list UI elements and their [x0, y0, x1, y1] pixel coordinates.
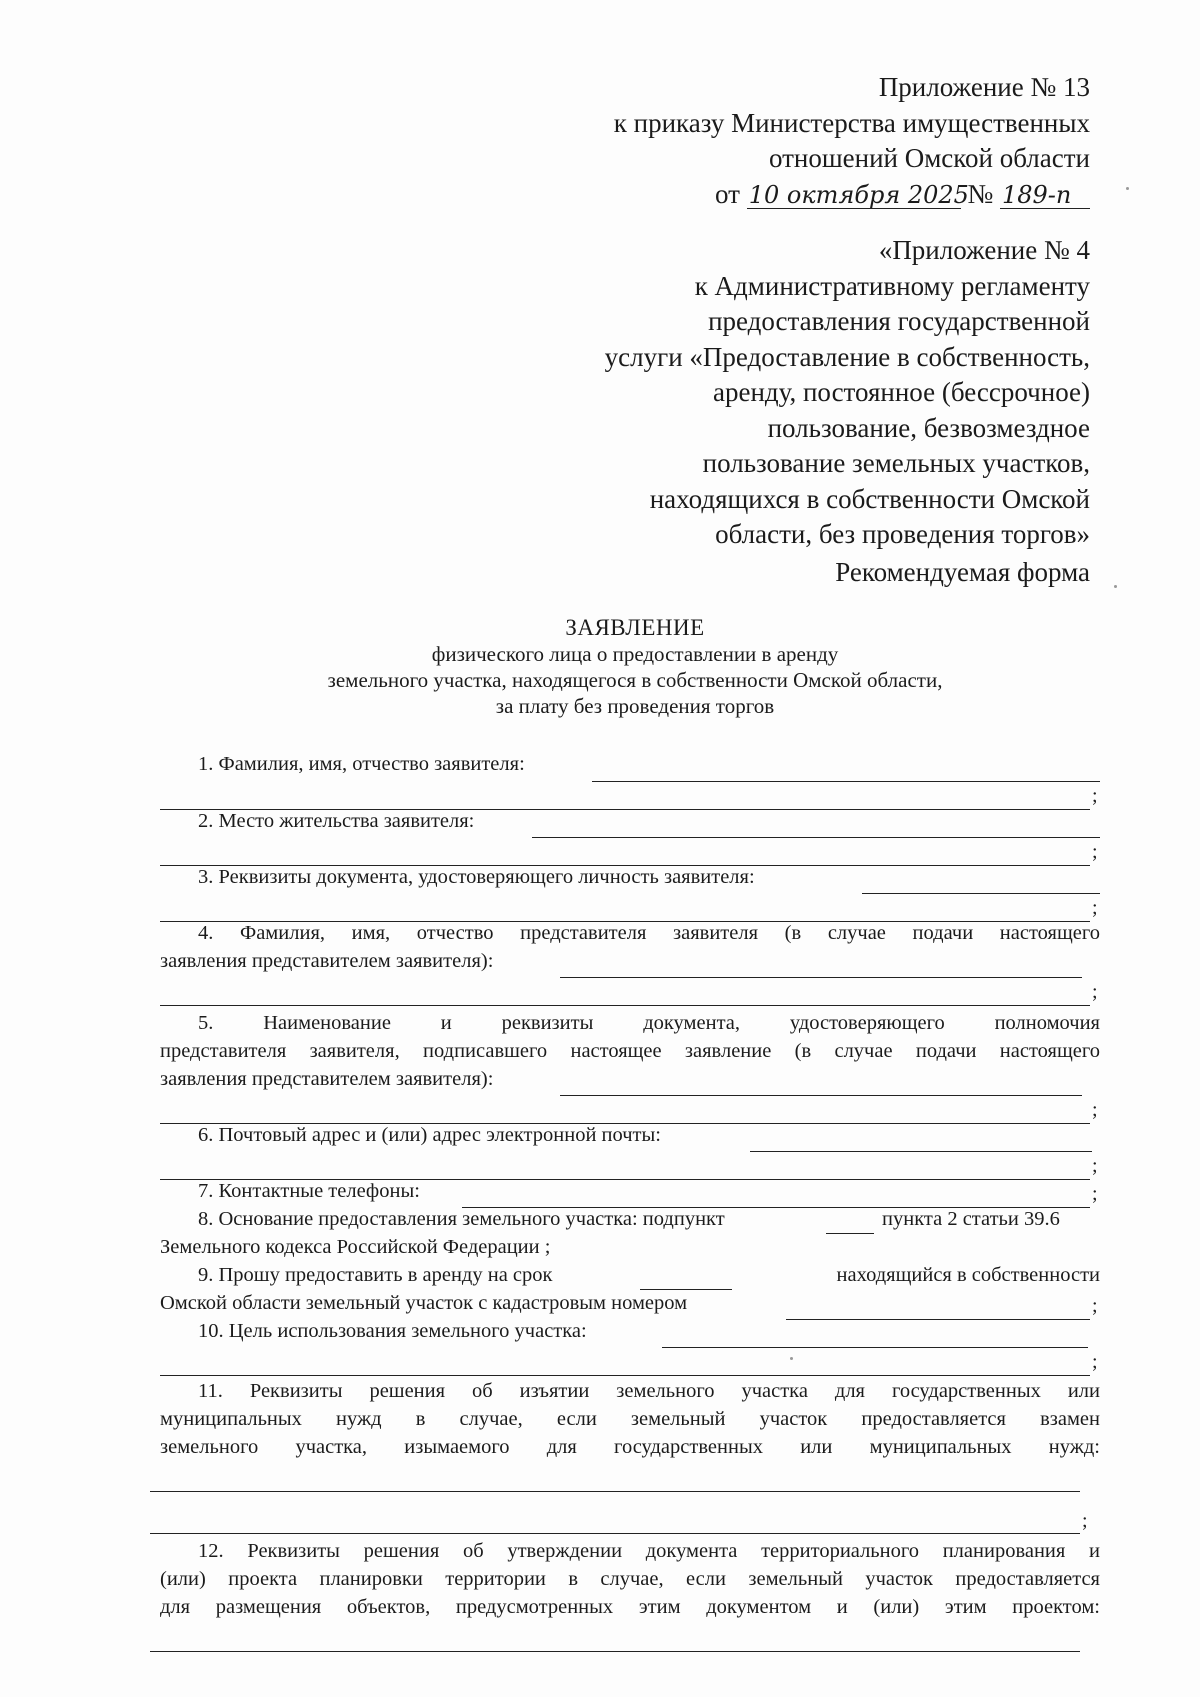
regulation-line: аренду, постоянное (бессрочное)	[713, 377, 1090, 407]
field-12-input-line[interactable]	[150, 1650, 1080, 1652]
date-prefix: от	[715, 178, 740, 209]
form-subtitle-2: земельного участка, находящегося в собственности Омской области,	[327, 668, 943, 692]
semicolon: ;	[1092, 981, 1098, 1003]
field-3-row	[160, 866, 1100, 894]
field-9-term-input[interactable]	[640, 1288, 732, 1290]
form-title: ЗАЯВЛЕНИЕ	[565, 615, 705, 640]
regulation-line: находящихся в собственности Омской	[649, 483, 1090, 514]
field-4-label-line-1: 4. Фамилия, имя, отчество представителя заявителя (в случае подачи настоящего	[198, 922, 1100, 944]
field-11-label-line-1: 11. Реквизиты решения об изъятии земельного участка для государственных или	[198, 1380, 1100, 1402]
field-11-label-line-3: земельного участка, изымаемого для государственных или муниципальных нужд:	[160, 1436, 1100, 1458]
field-10-label: 10. Цель использования земельного участка:	[198, 1320, 587, 1342]
field-6-label: 6. Почтовый адрес и (или) адрес электронной почты:	[198, 1124, 661, 1146]
semicolon: ;	[1092, 897, 1098, 919]
field-12-label-line-2: (или) проекта планировки территории в случае, если земельный участок предоставляется	[160, 1568, 1100, 1590]
field-2-input-line[interactable]	[532, 836, 1100, 838]
field-1-input-line[interactable]	[592, 780, 1100, 782]
field-6-input-line[interactable]	[750, 1150, 1092, 1152]
field-2-label: 2. Место жительства заявителя:	[198, 810, 475, 832]
semicolon: ;	[1092, 1351, 1098, 1373]
field-3-input-line[interactable]	[862, 892, 1100, 894]
regulation-header	[605, 233, 1090, 553]
form-subtitle-1: физического лица о предоставлении в аренду	[431, 642, 839, 666]
field-5-row	[160, 1068, 1100, 1096]
field-10-row	[160, 1320, 1100, 1348]
field-12-label-line-3: для размещения объектов, предусмотренных этим документом и (или) этим проектом:	[160, 1596, 1100, 1618]
field-5-label-line-1: 5. Наименование и реквизиты документа, удостоверяющего полномочия	[198, 1012, 1100, 1034]
handwritten-number: 189-п	[1000, 182, 1090, 209]
scan-speck	[1114, 585, 1117, 588]
semicolon: ;	[1092, 1155, 1098, 1177]
field-8-label-line-2: Земельного кодекса Российской Федерации ;	[160, 1236, 551, 1258]
scan-speck	[1126, 187, 1129, 190]
order-line-2: отношений Омской области	[768, 143, 1090, 173]
field-11-input-line-2[interactable]	[150, 1532, 1080, 1534]
field-4-input-line[interactable]	[560, 976, 1082, 978]
field-5-label-line-3: заявления представителем заявителя):	[160, 1068, 494, 1090]
field-5-input-line[interactable]	[560, 1094, 1082, 1096]
order-line-1: к приказу Министерства имущественных	[613, 107, 1090, 138]
field-8-label-a: 8. Основание предоставления земельного участка: подпункт	[198, 1208, 725, 1230]
field-11-label-line-2: муниципальных нужд в случае, если земельный участок предоставляется взамен	[160, 1408, 1100, 1430]
regulation-line: пользование, безвозмездное	[767, 412, 1090, 443]
order-header	[614, 70, 1090, 212]
semicolon: ;	[1082, 1510, 1088, 1532]
semicolon: ;	[1092, 841, 1098, 863]
semicolon: ;	[1092, 1099, 1098, 1121]
field-7-row	[160, 1180, 1100, 1208]
field-11-input-line[interactable]	[150, 1490, 1080, 1492]
handwritten-date: 10 октября 2025	[748, 180, 969, 209]
field-8-row-2	[160, 1236, 1100, 1264]
field-8-subparagraph-input[interactable]	[826, 1232, 874, 1234]
field-12-label-line-1: 12. Реквизиты решения об утверждении документа территориального планирования и	[198, 1540, 1100, 1562]
field-10-input-line[interactable]	[662, 1346, 1088, 1348]
regulation-line: предоставления государственной	[708, 306, 1090, 336]
field-8-row-b	[882, 1208, 1102, 1236]
regulation-line: пользование земельных участков,	[702, 448, 1090, 478]
appendix-number: Приложение № 13	[878, 72, 1090, 102]
recommended-form-label	[835, 555, 1090, 591]
field-3-label: 3. Реквизиты документа, удостоверяющего личность заявителя:	[198, 866, 755, 888]
field-10-input-line-2[interactable]	[160, 1374, 1090, 1376]
field-8-label-b: пункта 2 статьи 39.6	[882, 1208, 1060, 1230]
regulation-line: «Приложение № 4	[878, 235, 1090, 265]
semicolon: ;	[1092, 1183, 1098, 1205]
field-4-row	[160, 950, 1100, 978]
semicolon: ;	[1092, 785, 1098, 807]
field-9-label-a: 9. Прошу предоставить в аренду на срок	[198, 1264, 553, 1286]
scan-speck	[790, 1357, 793, 1360]
form-title-block	[0, 615, 1200, 719]
field-6-row	[160, 1124, 1100, 1152]
field-5-label-line-2: представителя заявителя, подписавшего настоящее заявление (в случае подачи настоящего	[160, 1040, 1100, 1062]
field-1-label: 1. Фамилия, имя, отчество заявителя:	[198, 753, 525, 775]
recommended-form-text: Рекомендуемая форма	[835, 557, 1090, 587]
regulation-line: услуги «Предоставление в собственность,	[604, 341, 1090, 372]
field-2-row	[160, 810, 1100, 838]
field-9-row-b	[746, 1264, 1100, 1292]
field-7-label: 7. Контактные телефоны:	[198, 1180, 420, 1202]
field-9-row-2	[160, 1292, 1100, 1320]
regulation-line: к Административному регламенту	[694, 270, 1090, 301]
field-1-row	[160, 753, 1100, 781]
field-9-label-line-2: Омской области земельный участок с кадастровым номером	[160, 1292, 688, 1314]
field-9-label-b: находящийся в собственности	[836, 1264, 1100, 1286]
field-4-input-line-2[interactable]	[160, 1004, 1090, 1006]
regulation-line: области, без проведения торгов»	[715, 519, 1090, 549]
field-4-label-line-2: заявления представителем заявителя):	[160, 950, 494, 972]
semicolon: ;	[1092, 1295, 1098, 1317]
form-subtitle-3: за плату без проведения торгов	[495, 694, 775, 718]
order-date-line	[614, 177, 1090, 213]
number-prefix: №	[967, 178, 994, 209]
